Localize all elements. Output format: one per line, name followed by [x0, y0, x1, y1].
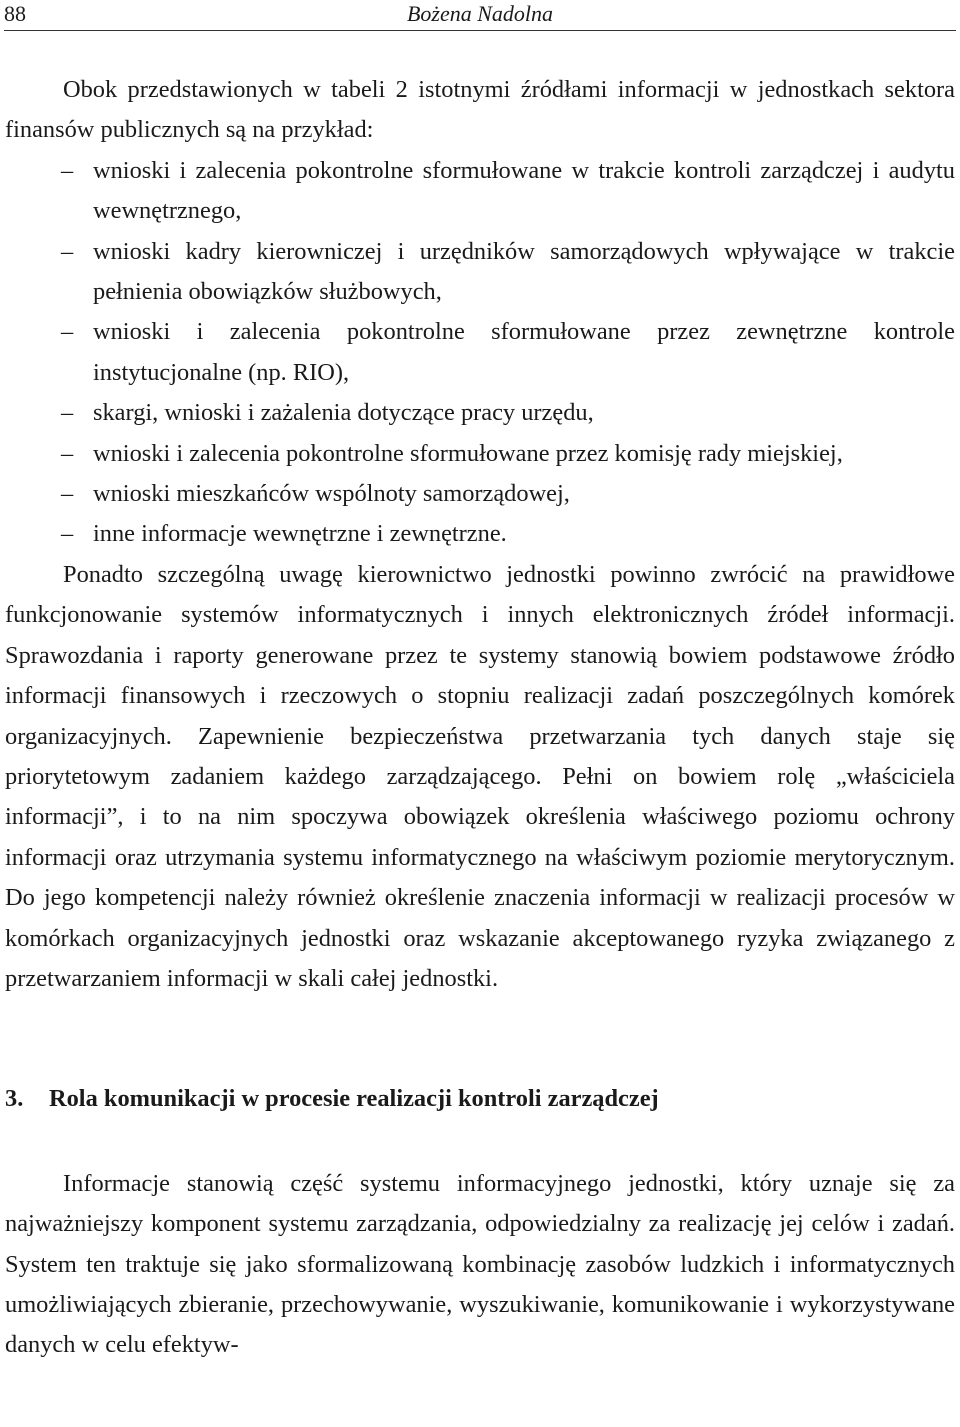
sources-list	[5, 151, 955, 555]
list-item: – inne informacje wewnętrzne i zewnętrzne.	[5, 514, 955, 554]
page-header	[4, 0, 956, 31]
list-item: – skargi, wnioski i zażalenia dotyczące pracy urzędu,	[5, 393, 955, 433]
section-paragraph: Informacje stanowią część systemu informacyjnego jednostki, który uznaje się za najważniejszy komponent systemu zarządzania, odpowiedzialny za realizację jej celów i zadań. System ten traktuje się jako sformalizowaną kombinację zasobów ludzkich i informatycznych umożliwiających zbieranie, przechowywanie, wyszukiwanie, komunikowanie i wykorzystywane danych w celu efektyw-	[5, 1169, 955, 1359]
list-item: – wnioski mieszkańców wspólnoty samorządowej,	[5, 474, 955, 514]
section-heading	[5, 1079, 955, 1119]
list-item: – wnioski kadry kierowniczej i urzędników samorządowych wpływające w trakcie pełnienia obowiązków służbowych,	[5, 232, 955, 313]
section-number: 3.	[5, 1085, 24, 1113]
page-number: 88	[4, 1, 26, 26]
page-content	[5, 70, 955, 1366]
body-paragraph: Ponadto szczególną uwagę kierownictwo jednostki powinno zwrócić na prawidłowe funkcjonowanie systemów informatycznych i innych elektronicznych źródeł informacji. Sprawozdania i raporty generowane przez te systemy stanowią bowiem podstawowe źródło informacji finansowych i rzeczowych o stopniu realizacji zadań poszczególnych komórek organizacyjnych. Zapewnienie bezpieczeństwa przetwarzania tych danych staje się priorytetowym zadaniem każdego zarządzającego. Pełni on bowiem rolę „właściciela informacji”, i to na nim spoczywa obowiązek określenia właściwego poziomu ochrony informacji oraz utrzymania systemu informatycznego na właściwym poziomie merytorycznym. Do jego kompetencji należy również określenie znaczenia informacji w realizacji procesów w komórkach organizacyjnych jednostki oraz wskazanie akceptowanego ryzyka związanego z przetwarzaniem informacji w skali całej jednostki.	[5, 560, 955, 992]
list-item: – wnioski i zalecenia pokontrolne sformułowane przez zewnętrzne kontrole instytucjonalne (np. RIO),	[5, 312, 955, 393]
running-header-author: Bożena Nadolna	[406, 1, 554, 26]
intro-paragraph: Obok przedstawionych w tabeli 2 istotnymi źródłami informacji w jednostkach sektora finansów publicznych są na przykład:	[5, 76, 955, 144]
section-title: Rola komunikacji w procesie realizacji kontroli zarządczej	[49, 1085, 659, 1113]
list-item: – wnioski i zalecenia pokontrolne sformułowane w trakcie kontroli zarządczej i audytu wewnętrznego,	[5, 151, 955, 232]
list-item: – wnioski i zalecenia pokontrolne sformułowane przez komisję rady miejskiej,	[5, 434, 955, 474]
